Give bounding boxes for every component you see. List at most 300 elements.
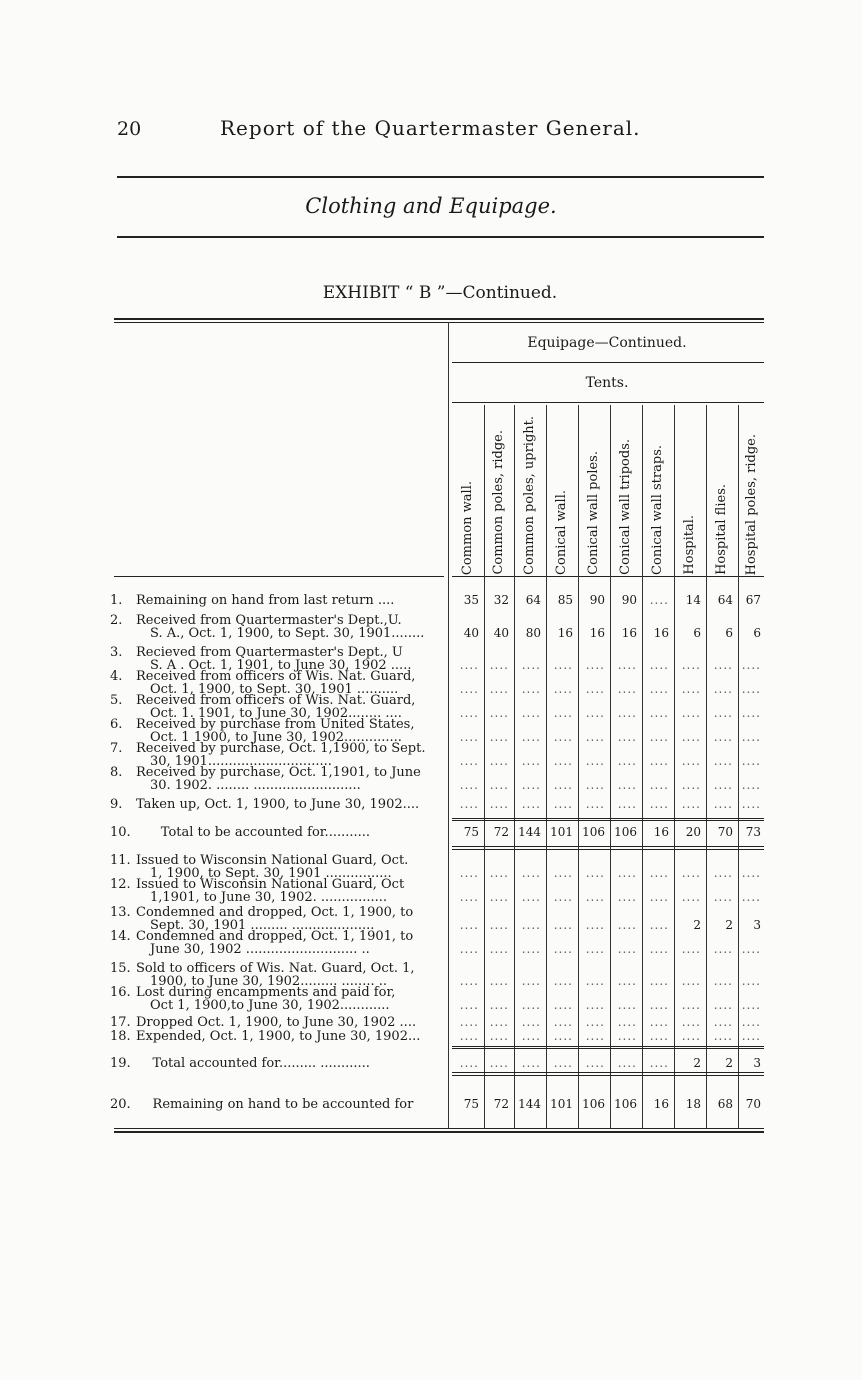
table-cell: ....	[741, 658, 761, 672]
table-cell: ....	[649, 998, 669, 1012]
total-rule	[452, 1072, 764, 1073]
row-label-line: Oct. 1, 1900, to Sept. 30, 1901 ..........	[150, 682, 399, 697]
table-cell: ....	[585, 918, 605, 932]
table-cell: ....	[553, 890, 573, 904]
table-cell: 67	[745, 593, 761, 607]
table-cell: ....	[459, 890, 479, 904]
table-cell: ....	[681, 890, 701, 904]
table-cell: 6	[753, 626, 761, 640]
table-cell: ....	[459, 942, 479, 956]
table-cell: 80	[525, 626, 541, 640]
table-cell: ....	[617, 658, 637, 672]
table-cell: 144	[518, 825, 541, 839]
table-cell: ....	[713, 942, 733, 956]
table-cell: ....	[459, 866, 479, 880]
table-cell: ....	[713, 797, 733, 811]
table-cell: ....	[713, 730, 733, 744]
column-header	[546, 405, 578, 575]
table-cell: ....	[713, 890, 733, 904]
table-cell: ....	[489, 942, 509, 956]
table-cell: ....	[489, 658, 509, 672]
row-label-line: Issued to Wisconsin National Guard, Oct	[136, 877, 405, 892]
table-cell: ....	[681, 998, 701, 1012]
column-header	[514, 405, 546, 575]
table-cell: 2	[725, 918, 733, 932]
table-cell: ....	[459, 778, 479, 792]
column-header-label: Common poles, ridge.	[491, 430, 506, 575]
row-label-line: Sept. 30, 1901 ......... ....................	[150, 918, 375, 933]
table-cell: ....	[459, 658, 479, 672]
row-label-line: Dropped Oct. 1, 1900, to June 30, 1902 ....	[136, 1015, 417, 1030]
column-header	[610, 405, 642, 575]
table-cell: ....	[489, 918, 509, 932]
table-cell: ....	[521, 890, 541, 904]
table-cell: ....	[681, 866, 701, 880]
table-cell: ....	[585, 1029, 605, 1043]
table-cell: ....	[681, 682, 701, 696]
table-cell: ....	[489, 998, 509, 1012]
row-label-line: 1, 1900, to Sept. 30, 1901 ................	[150, 866, 392, 881]
table-cell: ....	[585, 778, 605, 792]
page-number: 20	[117, 118, 142, 140]
table-cell: ....	[585, 797, 605, 811]
table-cell: ....	[741, 974, 761, 988]
table-cell: ....	[681, 706, 701, 720]
table-cell: ....	[553, 1029, 573, 1043]
row-label-line: Remaining on hand to be accounted for	[136, 1097, 414, 1112]
row-label-line: 30, 1901..............................	[150, 754, 332, 769]
column-header-label: Common wall.	[460, 480, 475, 575]
table-cell: 2	[693, 918, 701, 932]
table-cell: ....	[459, 730, 479, 744]
table-cell: ....	[741, 1029, 761, 1043]
table-cell: 64	[525, 593, 541, 607]
row-number: 11.	[110, 853, 131, 868]
total-rule	[452, 1046, 764, 1047]
table-cell: 72	[493, 1097, 509, 1111]
table-cell: ....	[585, 890, 605, 904]
table-cell: ....	[489, 797, 509, 811]
row-number: 13.	[110, 905, 131, 920]
total-rule	[452, 1048, 764, 1049]
table-row-label	[110, 986, 395, 1012]
table-cell: ....	[681, 1015, 701, 1029]
row-number: 12.	[110, 877, 131, 892]
table-cell: 70	[745, 1097, 761, 1111]
row-number: 15.	[110, 961, 131, 976]
table-cell: ....	[741, 998, 761, 1012]
table-cell: ....	[585, 866, 605, 880]
row-label-line: 1900, to June 30, 1902......... ........ ..	[150, 974, 387, 989]
table-bottom-rule-1	[114, 1128, 764, 1129]
row-label-line: Lost during encampments and paid for,	[136, 985, 396, 1000]
table-cell: ....	[459, 998, 479, 1012]
group-heading-rule	[452, 362, 764, 363]
table-cell: 18	[685, 1097, 701, 1111]
table-cell: 106	[582, 825, 605, 839]
column-header-label: Conical wall.	[554, 490, 569, 575]
table-cell: ....	[617, 974, 637, 988]
table-cell: ....	[649, 706, 669, 720]
row-label-line: Oct. 1 1900, to June 30, 1902..............	[150, 730, 402, 745]
table-cell: ....	[741, 754, 761, 768]
row-label-line: Condemned and dropped, Oct. 1, 1901, to	[136, 929, 414, 944]
table-cell: ....	[521, 998, 541, 1012]
table-cell: 72	[493, 825, 509, 839]
table-cell: 16	[589, 626, 605, 640]
table-cell: 75	[463, 1097, 479, 1111]
table-cell: 3	[753, 918, 761, 932]
table-cell: ....	[681, 778, 701, 792]
table-cell: ....	[553, 754, 573, 768]
table-row-label	[110, 1057, 370, 1070]
table-cell: 2	[693, 1056, 701, 1070]
table-cell: ....	[649, 942, 669, 956]
table-cell: 16	[653, 626, 669, 640]
table-cell: ....	[489, 778, 509, 792]
row-label-line: Total accounted for......... ............	[136, 1056, 370, 1071]
table-cell: ....	[741, 942, 761, 956]
running-title: Report of the Quartermaster General.	[220, 116, 641, 140]
table-cell: 85	[557, 593, 573, 607]
table-cell: ....	[553, 1056, 573, 1070]
row-label-line: Oct 1, 1900,to June 30, 1902............	[150, 998, 390, 1013]
section-title: Clothing and Equipage.	[305, 194, 557, 218]
table-cell: ....	[649, 974, 669, 988]
subgroup-heading: Tents.	[585, 375, 629, 391]
subtitle-rule	[117, 236, 764, 238]
table-cell: ....	[521, 866, 541, 880]
table-cell: ....	[741, 1015, 761, 1029]
table-cell: ....	[489, 706, 509, 720]
row-label-line: S. A., Oct. 1, 1900, to Sept. 30, 1901........	[150, 626, 425, 641]
table-row-label	[110, 1098, 413, 1111]
table-cell: ....	[489, 974, 509, 988]
table-cell: 35	[463, 593, 479, 607]
table-cell: 40	[493, 626, 509, 640]
table-cell: ....	[521, 918, 541, 932]
table-cell: ....	[521, 1015, 541, 1029]
table-cell: 90	[589, 593, 605, 607]
table-cell: ....	[713, 974, 733, 988]
table-row-label	[110, 594, 394, 607]
table-cell: ....	[521, 1029, 541, 1043]
row-number: 2.	[110, 613, 123, 628]
table-cell: ....	[553, 866, 573, 880]
table-cell: ....	[649, 682, 669, 696]
table-row-label	[110, 878, 404, 904]
row-number: 10.	[110, 825, 131, 840]
table-cell: ....	[741, 730, 761, 744]
table-cell: ....	[553, 1015, 573, 1029]
table-cell: ....	[553, 942, 573, 956]
table-cell: 6	[693, 626, 701, 640]
row-number: 9.	[110, 797, 123, 812]
table-cell: ....	[713, 778, 733, 792]
table-row-label	[110, 766, 421, 792]
table-cell: 16	[621, 626, 637, 640]
column-header	[484, 405, 514, 575]
table-cell: ....	[649, 1029, 669, 1043]
table-cell: ....	[521, 797, 541, 811]
row-number: 19.	[110, 1056, 131, 1071]
table-cell: ....	[649, 593, 669, 607]
table-cell: ....	[489, 1015, 509, 1029]
total-rule	[452, 820, 764, 821]
row-label-line: S. A . Oct. 1, 1901, to June 30, 1902 .....	[150, 658, 412, 673]
table-cell: ....	[553, 658, 573, 672]
row-number: 1.	[110, 593, 123, 608]
table-cell: ....	[617, 797, 637, 811]
table-cell: 2	[725, 1056, 733, 1070]
table-cell: ....	[713, 998, 733, 1012]
table-cell: ....	[713, 754, 733, 768]
column-header	[578, 405, 610, 575]
table-cell: ....	[741, 890, 761, 904]
row-label-line: 30. 1902. ........ ..........................	[150, 778, 361, 793]
table-cell: ....	[617, 778, 637, 792]
table-cell: ....	[681, 1029, 701, 1043]
total-rule	[452, 1075, 764, 1076]
table-bottom-rule-2	[114, 1131, 764, 1133]
table-cell: ....	[553, 918, 573, 932]
table-cell: ....	[459, 918, 479, 932]
table-cell: ....	[553, 706, 573, 720]
column-header-label: Common poles, upright.	[522, 416, 537, 575]
table-cell: 101	[550, 825, 573, 839]
table-cell: ....	[489, 890, 509, 904]
table-row-label	[110, 614, 424, 640]
table-cell: 32	[493, 593, 509, 607]
table-cell: 106	[614, 825, 637, 839]
row-label-line: Expended, Oct. 1, 1900, to June 30, 1902...	[136, 1029, 421, 1044]
column-header	[706, 405, 738, 575]
table-cell: ....	[713, 706, 733, 720]
table-cell: ....	[617, 1056, 637, 1070]
table-row-label	[110, 1016, 416, 1029]
row-number: 5.	[110, 693, 123, 708]
row-label-line: Sold to officers of Wis. Nat. Guard, Oct. 1,	[136, 961, 415, 976]
column-header	[738, 405, 766, 575]
row-label-line: Received from Quartermaster's Dept.,U.	[136, 613, 402, 628]
row-number: 14.	[110, 929, 131, 944]
table-cell: ....	[489, 682, 509, 696]
table-cell: ....	[617, 706, 637, 720]
table-cell: 3	[753, 1056, 761, 1070]
row-label-line: Condemned and dropped, Oct. 1, 1900, to	[136, 905, 414, 920]
row-number: 17.	[110, 1015, 131, 1030]
row-label-line: Oct. 1. 1901, to June 30, 1902........ ....	[150, 706, 402, 721]
table-cell: ....	[459, 754, 479, 768]
table-cell: ....	[585, 1056, 605, 1070]
row-label-line: June 30, 1902 ........................... ..	[150, 942, 370, 957]
total-rule	[452, 818, 764, 819]
table-cell: ....	[521, 1056, 541, 1070]
row-label-line: Total to be accounted for...........	[136, 825, 371, 840]
table-cell: ....	[585, 754, 605, 768]
column-header-rule	[452, 576, 764, 577]
table-cell: ....	[681, 797, 701, 811]
table-cell: ....	[521, 706, 541, 720]
table-cell: 14	[685, 593, 701, 607]
total-rule	[452, 846, 764, 847]
table-cell: ....	[521, 754, 541, 768]
table-cell: 106	[582, 1097, 605, 1111]
row-number: 18.	[110, 1029, 131, 1044]
table-cell: ....	[649, 890, 669, 904]
row-label-line: Received from officers of Wis. Nat. Guard,	[136, 669, 416, 684]
table-cell: ....	[521, 730, 541, 744]
table-cell: ....	[585, 974, 605, 988]
table-cell: ....	[459, 706, 479, 720]
row-label-line: Received by purchase, Oct. 1,1900, to Sept.	[136, 741, 426, 756]
table-cell: ....	[713, 682, 733, 696]
row-label-line: Received by purchase from United States,	[136, 717, 415, 732]
table-cell: ....	[553, 998, 573, 1012]
table-cell: 73	[745, 825, 761, 839]
table-cell: ....	[489, 754, 509, 768]
column-header-label: Conical wall tripods.	[618, 439, 633, 575]
row-number: 7.	[110, 741, 123, 756]
table-cell: ....	[713, 866, 733, 880]
table-cell: ....	[585, 730, 605, 744]
column-divider	[448, 322, 449, 1128]
table-cell: ....	[459, 1029, 479, 1043]
stub-header-rule	[114, 576, 444, 577]
row-label-line: Taken up, Oct. 1, 1900, to June 30, 1902....	[136, 797, 420, 812]
table-cell: ....	[459, 682, 479, 696]
table-cell: 101	[550, 1097, 573, 1111]
column-header-label: Hospital poles, ridge.	[744, 433, 759, 575]
table-cell: 90	[621, 593, 637, 607]
table-top-rule-1	[114, 318, 764, 320]
table-cell: ....	[681, 730, 701, 744]
table-cell: 16	[653, 825, 669, 839]
group-heading: Equipage—Continued.	[527, 335, 687, 351]
table-cell: ....	[553, 797, 573, 811]
table-cell: ....	[489, 730, 509, 744]
table-cell: 40	[463, 626, 479, 640]
row-number: 6.	[110, 717, 123, 732]
table-cell: ....	[741, 866, 761, 880]
table-cell: 16	[557, 626, 573, 640]
row-number: 20.	[110, 1097, 131, 1112]
table-cell: ....	[649, 797, 669, 811]
table-row-label	[110, 930, 413, 956]
table-cell: ....	[585, 706, 605, 720]
table-cell: ....	[585, 998, 605, 1012]
table-cell: ....	[459, 1015, 479, 1029]
table-cell: ....	[585, 1015, 605, 1029]
row-label-line: Received by purchase, Oct. 1,1901, to June	[136, 765, 421, 780]
subgroup-heading-rule	[452, 402, 764, 403]
table-cell: 75	[463, 825, 479, 839]
table-cell: ....	[489, 1056, 509, 1070]
table-cell: ....	[617, 890, 637, 904]
table-cell: ....	[649, 754, 669, 768]
table-cell: 20	[685, 825, 701, 839]
exhibit-title: EXHIBIT “ B ”—Continued.	[322, 283, 558, 303]
table-cell: ....	[741, 682, 761, 696]
row-number: 4.	[110, 669, 123, 684]
table-cell: ....	[681, 942, 701, 956]
table-cell: 106	[614, 1097, 637, 1111]
table-cell: ....	[649, 866, 669, 880]
row-label-line: Remaining on hand from last return ....	[136, 593, 395, 608]
table-cell: ....	[649, 778, 669, 792]
table-cell: ....	[649, 1015, 669, 1029]
row-label-line: 1,1901, to June 30, 1902. ................	[150, 890, 387, 905]
table-cell: ....	[617, 942, 637, 956]
table-cell: ....	[459, 1056, 479, 1070]
table-cell: ....	[489, 1029, 509, 1043]
row-label-line: Received from officers of Wis. Nat. Guard,	[136, 693, 416, 708]
table-cell: ....	[617, 730, 637, 744]
table-cell: ....	[521, 974, 541, 988]
row-number: 8.	[110, 765, 123, 780]
table-cell: ....	[617, 998, 637, 1012]
table-cell: ....	[553, 974, 573, 988]
table-cell: ....	[713, 658, 733, 672]
table-row-label	[110, 798, 419, 811]
table-cell: ....	[521, 658, 541, 672]
table-cell: ....	[553, 778, 573, 792]
table-cell: ....	[617, 918, 637, 932]
table-cell: ....	[649, 730, 669, 744]
table-cell: 64	[717, 593, 733, 607]
table-cell: ....	[553, 730, 573, 744]
row-label-line: Recieved from Quartermaster's Dept., U	[136, 645, 403, 660]
row-label-line: Issued to Wisconsin National Guard, Oct.	[136, 853, 409, 868]
table-cell: ....	[553, 682, 573, 696]
table-cell: 16	[653, 1097, 669, 1111]
table-cell: ....	[741, 706, 761, 720]
table-cell: ....	[741, 778, 761, 792]
column-header	[642, 405, 674, 575]
table-cell: ....	[649, 1056, 669, 1070]
top-rule	[117, 176, 764, 178]
table-row-label	[110, 1030, 420, 1043]
row-number: 16.	[110, 985, 131, 1000]
table-cell: ....	[713, 1029, 733, 1043]
table-cell: ....	[649, 658, 669, 672]
table-row-label	[110, 826, 370, 839]
column-header	[674, 405, 706, 575]
column-header-label: Hospital.	[682, 515, 697, 575]
table-cell: ....	[585, 658, 605, 672]
table-top-rule-2	[114, 322, 764, 323]
table-cell: ....	[681, 754, 701, 768]
table-cell: 70	[717, 825, 733, 839]
table-cell: ....	[681, 974, 701, 988]
table-cell: ....	[649, 918, 669, 932]
table-cell: ....	[521, 942, 541, 956]
column-header-label: Conical wall poles.	[586, 451, 601, 575]
table-cell: 144	[518, 1097, 541, 1111]
table-cell: ....	[521, 682, 541, 696]
table-cell: ....	[713, 1015, 733, 1029]
table-cell: ....	[741, 797, 761, 811]
table-cell: 6	[725, 626, 733, 640]
table-cell: ....	[585, 942, 605, 956]
row-number: 3.	[110, 645, 123, 660]
table-cell: ....	[489, 866, 509, 880]
table-cell: ....	[617, 682, 637, 696]
table-cell: ....	[521, 778, 541, 792]
column-header	[452, 405, 484, 575]
total-rule	[452, 849, 764, 850]
table-cell: ....	[459, 797, 479, 811]
